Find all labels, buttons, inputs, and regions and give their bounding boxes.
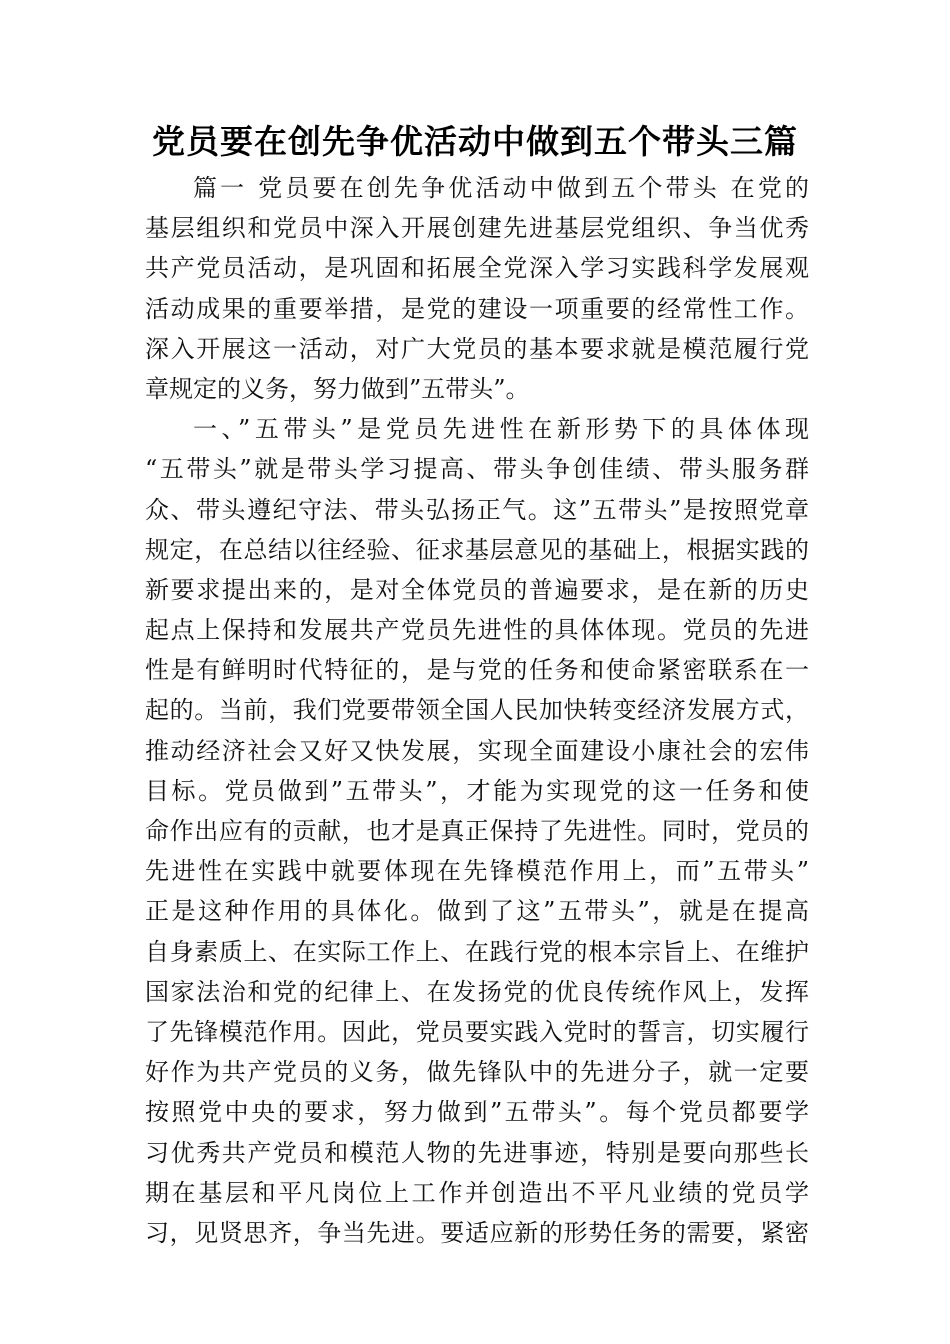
paragraph-line: 好作为共产党员的义务，做先锋队中的先进分子，就一定要: [145, 1058, 809, 1087]
paragraph-line: 推动经济社会又好又快发展，实现全面建设小康社会的宏伟: [145, 736, 809, 765]
paragraph-line: 正是这种作用的具体化。做到了这”五带头”，就是在提高: [145, 897, 809, 926]
paragraph-line: 目标。党员做到”五带头”，才能为实现党的这一任务和使: [145, 776, 809, 805]
paragraph-line: 期在基层和平凡岗位上工作并创造出不平凡业绩的党员学: [145, 1178, 809, 1207]
paragraph-line: 基层组织和党员中深入开展创建先进基层党组织、争当优秀: [145, 214, 809, 243]
paragraph-line: 规定，在总结以往经验、征求基层意见的基础上，根据实践的: [145, 535, 809, 564]
paragraph-line: 先进性在实践中就要体现在先锋模范作用上，而”五带头”: [145, 857, 809, 886]
paragraph-line: 新要求提出来的，是对全体党员的普遍要求，是在新的历史: [145, 575, 809, 604]
paragraph-line: 共产党员活动，是巩固和拓展全党深入学习实践科学发展观: [145, 254, 809, 283]
paragraph-line: 自身素质上、在实际工作上、在践行党的根本宗旨上、在维护: [145, 937, 809, 966]
document-body: [145, 168, 809, 1253]
paragraph-line: 章规定的义务，努力做到”五带头”。: [145, 374, 530, 403]
document-title: 党员要在创先争优活动中做到五个带头三篇: [152, 122, 798, 161]
paragraph-line: 活动成果的重要举措，是党的建设一项重要的经常性工作。: [145, 294, 809, 323]
paragraph-line: 按照党中央的要求，努力做到”五带头”。每个党员都要学: [145, 1098, 809, 1127]
paragraph-line: 习优秀共产党员和模范人物的先进事迹，特别是要向那些长: [145, 1138, 809, 1167]
paragraph-line: 篇一 党员要在创先争优活动中做到五个带头 在党的: [193, 174, 809, 202]
paragraph-line: 了先锋模范作用。因此，党员要实践入党时的誓言，切实履行: [145, 1017, 809, 1046]
paragraph-line: 命作出应有的贡献，也才是真正保持了先进性。同时，党员的: [145, 817, 809, 845]
paragraph-line: “五带头”就是带头学习提高、带头争创佳绩、带头服务群: [145, 455, 809, 484]
paragraph-line: 众、带头遵纪守法、带头弘扬正气。这”五带头”是按照党章: [145, 495, 809, 524]
section-heading-line: 一、”五带头”是党员先进性在新形势下的具体体现: [193, 415, 809, 444]
paragraph-line: 性是有鲜明时代特征的，是与党的任务和使命紧密联系在一: [145, 656, 809, 685]
paragraph-line: 深入开展这一活动，对广大党员的基本要求就是模范履行党: [145, 334, 809, 363]
paragraph-line: 习，见贤思齐，争当先进。要适应新的形势任务的需要，紧密: [145, 1218, 809, 1247]
paragraph-line: 起点上保持和发展共产党员先进性的具体体现。党员的先进: [145, 616, 809, 645]
paragraph-line: 起的。当前，我们党要带领全国人民加快转变经济发展方式，: [145, 696, 809, 725]
paragraph-line: 国家法治和党的纪律上、在发扬党的优良传统作风上，发挥: [145, 977, 809, 1006]
